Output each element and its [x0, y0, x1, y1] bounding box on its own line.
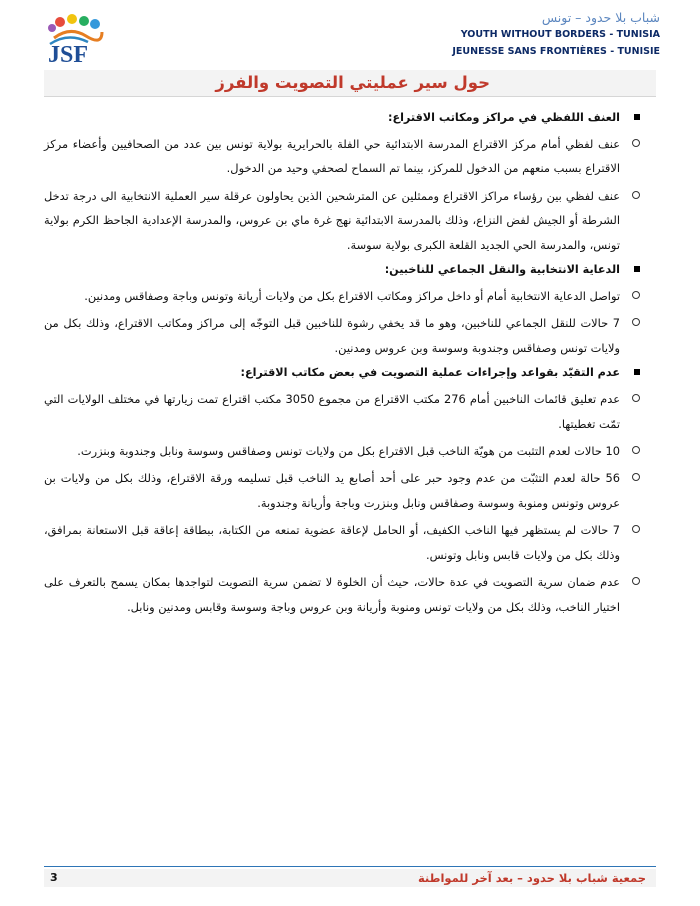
org-logo	[40, 12, 132, 66]
section-heading: الدعاية الانتخابية والنقل الجماعي للناخبين:	[44, 260, 646, 280]
circle-bullet-icon	[632, 191, 640, 199]
circle-bullet-icon	[632, 577, 640, 585]
org-name-arabic: شباب بلا حدود – تونس	[541, 10, 660, 25]
logo-text: JSF	[48, 42, 89, 66]
page-footer	[44, 869, 656, 887]
list-item: عنف لفظي أمام مركز الاقتراع المدرسة الابتدائية حي الفلة بالحرايرية بولاية تونس بين عدد من الصحافيين وأعضاء مركز الاقتراع بسبب منعهم من الدخول للمركز، بينما تم السماح لصحفي وحيد من الدخول.	[44, 132, 646, 181]
list-item: عدم ضمان سرية التصويت في عدة حالات، حيث أن الخلوة لا تضمن سرية التصويت لتواجدها بمكان يسمح بالتعرف على اختيار الناخب، وذلك بكل من ولايات تونس ومنوبة وأريانة وبن عروس وباجة وسوسة وقابس ومدنين ونابل.	[44, 570, 646, 619]
circle-bullet-icon	[632, 525, 640, 533]
square-bullet-icon	[634, 114, 640, 120]
footer-text: جمعية شباب بلا حدود – بعد آخر للمواطنة	[417, 871, 646, 885]
page-number: 3	[50, 871, 58, 884]
org-name-english: YOUTH WITHOUT BORDERS - TUNISIA	[460, 29, 660, 40]
list-item: 56 حالة لعدم التثبّت من عدم وجود حبر على أحد أصابع يد الناخب قبل تسليمه ورقة الاقتراع، وذلك بكل من ولايات بن عروس وتونس ومنوبة وسوسة وصفاقس ونابل وبنزرت وباجة وأريانة وجندوبة.	[44, 466, 646, 515]
square-bullet-icon	[634, 369, 640, 375]
document-body	[44, 108, 646, 622]
circle-bullet-icon	[632, 473, 640, 481]
footer-rule	[44, 866, 656, 867]
list-item: 7 حالات للنقل الجماعي للناخبين، وهو ما قد يخفي رشوة للناخبين قبل التوجّه إلى مراكز ومكاتب الاقتراع، وذلك بكل من ولايات تونس وصفاقس وجندوبة وسوسة وبن عروس ومدنين.	[44, 311, 646, 360]
list-item: 7 حالات لم يستظهر فيها الناخب الكفيف، أو الحامل لإعاقة عضوية تمنعه من الكتابة، ببطاقة إعاقة قبل الاستعانة بمرافق، وذلك بكل من ولايات قابس ونابل وتونس.	[44, 518, 646, 567]
organization-names	[452, 10, 660, 60]
circle-bullet-icon	[632, 318, 640, 326]
section-heading: عدم التقيّد بقواعد وإجراءات عملية التصويت في بعض مكاتب الاقتراع:	[44, 363, 646, 383]
list-item: 10 حالات لعدم التثبت من هويّة الناخب قبل الاقتراع بكل من ولايات تونس وصفاقس وسوسة ونابل وجندوبة وبنزرت.	[44, 439, 646, 463]
square-bullet-icon	[634, 266, 640, 272]
circle-bullet-icon	[632, 446, 640, 454]
page-title: حول سير عمليتي التصويت والفرز	[215, 73, 490, 92]
list-item: تواصل الدعاية الانتخابية أمام أو داخل مراكز ومكاتب الاقتراع بكل من ولايات أريانة وتونس وباجة وصفاقس ومدنين.	[44, 284, 646, 308]
circle-bullet-icon	[632, 291, 640, 299]
section-heading: العنف اللفظي في مراكز ومكاتب الاقتراع:	[44, 108, 646, 128]
circle-bullet-icon	[632, 139, 640, 147]
circle-bullet-icon	[632, 394, 640, 402]
list-item: عنف لفظي بين رؤساء مراكز الاقتراع وممثلين عن المترشحين الذين يحاولون عرقلة سير العملية الانتخابية الى درجة تدخل الشرطة أو الجيش لفض النزاع، وذلك بالمدرسة الابتدائية نهج غرة ماي بن عروس، والمدرسة الإعدادية الجاحظ الكرم بولاية تونس، والمدرسة الحي الجديد القلعة الكبرى بولاية سوسة.	[44, 184, 646, 257]
list-item: عدم تعليق قائمات الناخبين أمام 276 مكتب الاقتراع من مجموع 3050 مكتب اقتراع تمت زيارتها في مختلف الولايات التي تمّت تغطيتها.	[44, 387, 646, 436]
org-name-french: JEUNESSE SANS FRONTIÈRES - TUNISIE	[452, 46, 660, 57]
